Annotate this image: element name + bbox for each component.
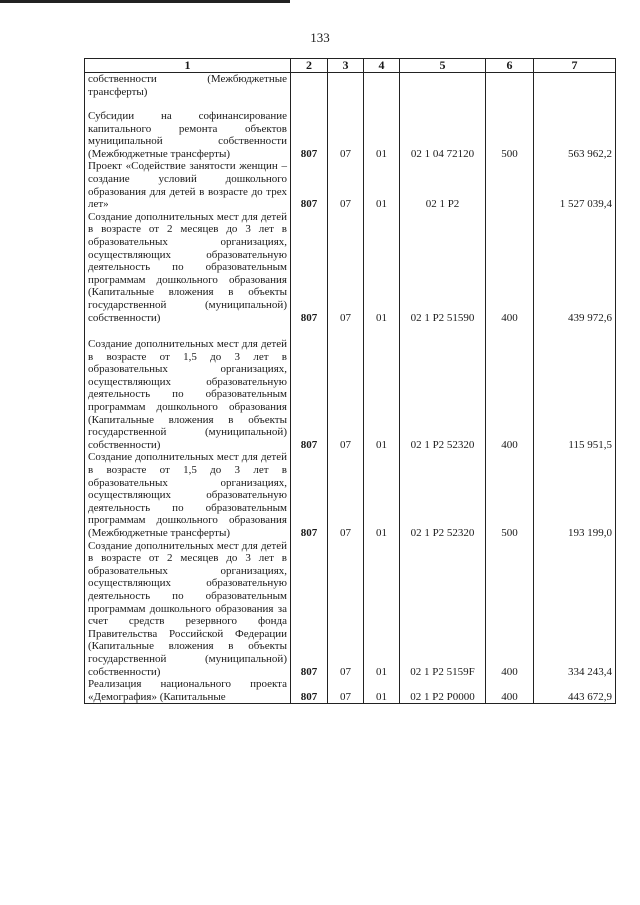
row-section: 07 (328, 160, 364, 210)
row-section: 07 (328, 99, 364, 160)
row-subsection (364, 73, 400, 100)
row-description: Создание дополнительных мест для детей в возрасте от 2 месяцев до 3 лет в образовательных организациях, осуществляющих образовательную деятельность по образовательным программам дошкольного образования (Капитальные вложения в объекты государственной (муниципальной) собственности) (85, 211, 291, 324)
row-target (400, 73, 486, 100)
row-subsection: 01 (364, 324, 400, 451)
row-code: 807 (291, 160, 328, 210)
row-description: Реализация национального проекта «Демография» (Капитальные (85, 678, 291, 704)
row-amount: 439 972,6 (534, 211, 616, 324)
row-target: 02 1 04 72120 (400, 99, 486, 160)
row-section: 07 (328, 211, 364, 324)
table-row (85, 99, 616, 160)
col-header-6: 6 (486, 59, 534, 73)
row-target: 02 1 P2 5159F (400, 540, 486, 679)
col-header-3: 3 (328, 59, 364, 73)
row-section: 07 (328, 678, 364, 704)
row-code: 807 (291, 324, 328, 451)
row-code: 807 (291, 99, 328, 160)
col-header-5: 5 (400, 59, 486, 73)
row-subsection: 01 (364, 160, 400, 210)
table-row (85, 73, 616, 100)
row-subsection: 01 (364, 678, 400, 704)
row-subsection: 01 (364, 99, 400, 160)
row-amount: 443 672,9 (534, 678, 616, 704)
row-type: 500 (486, 451, 534, 539)
row-section: 07 (328, 540, 364, 679)
row-type (486, 73, 534, 100)
table-row (85, 324, 616, 451)
page-number: 133 (310, 30, 330, 45)
table-row (85, 211, 616, 324)
row-type: 400 (486, 211, 534, 324)
budget-table (84, 58, 616, 704)
row-target: 02 1 P2 52320 (400, 324, 486, 451)
row-amount: 193 199,0 (534, 451, 616, 539)
table-row (85, 160, 616, 210)
row-subsection: 01 (364, 451, 400, 539)
row-amount: 115 951,5 (534, 324, 616, 451)
row-code (291, 73, 328, 100)
row-type: 400 (486, 540, 534, 679)
row-type: 400 (486, 324, 534, 451)
row-subsection: 01 (364, 540, 400, 679)
row-code: 807 (291, 678, 328, 704)
row-section: 07 (328, 451, 364, 539)
row-target: 02 1 P2 51590 (400, 211, 486, 324)
row-type: 500 (486, 99, 534, 160)
row-description: Создание дополнительных мест для детей в возрасте от 1,5 до 3 лет в образовательных организациях, осуществляющих образовательную деятельность по образовательным программам дошкольного образования (Межбюджетные трансферты) (85, 451, 291, 539)
row-description: собственности (Межбюджетные трансферты) (85, 73, 291, 100)
row-description: Создание дополнительных мест для детей в возрасте от 2 месяцев до 3 лет в образовательных организациях, осуществляющих образовательную деятельность по образовательным программам дошкольного образования за счет средств резервного фонда Правительства Российской Федерации (Капитальные вложения в объекты государственной (муниципальной) собственности) (85, 540, 291, 679)
row-description: Субсидии на софинансирование капитального ремонта объектов муниципальной собственности (Межбюджетные трансферты) (85, 99, 291, 160)
row-description: Проект «Содействие занятости женщин – создание условий дошкольного образования для детей в возрасте до трех лет» (85, 160, 291, 210)
table-row (85, 678, 616, 704)
col-header-1: 1 (85, 59, 291, 73)
row-amount: 563 962,2 (534, 99, 616, 160)
row-description: Создание дополнительных мест для детей в возрасте от 1,5 до 3 лет в образовательных организациях, осуществляющих образовательную деятельность по образовательным программам дошкольного образования (Капитальные вложения в объекты государственной (муниципальной) собственности) (85, 324, 291, 451)
col-header-2: 2 (291, 59, 328, 73)
row-code: 807 (291, 451, 328, 539)
row-target: 02 1 P2 52320 (400, 451, 486, 539)
row-type (486, 160, 534, 210)
header-row (85, 59, 616, 73)
row-section: 07 (328, 324, 364, 451)
table-row (85, 451, 616, 539)
row-section (328, 73, 364, 100)
row-amount: 334 243,4 (534, 540, 616, 679)
top-rule (0, 0, 290, 3)
row-target: 02 1 P2 (400, 160, 486, 210)
row-code: 807 (291, 540, 328, 679)
row-code: 807 (291, 211, 328, 324)
row-subsection: 01 (364, 211, 400, 324)
row-type: 400 (486, 678, 534, 704)
row-target: 02 1 P2 P0000 (400, 678, 486, 704)
table-row (85, 540, 616, 679)
row-amount: 1 527 039,4 (534, 160, 616, 210)
row-amount (534, 73, 616, 100)
col-header-4: 4 (364, 59, 400, 73)
col-header-7: 7 (534, 59, 616, 73)
